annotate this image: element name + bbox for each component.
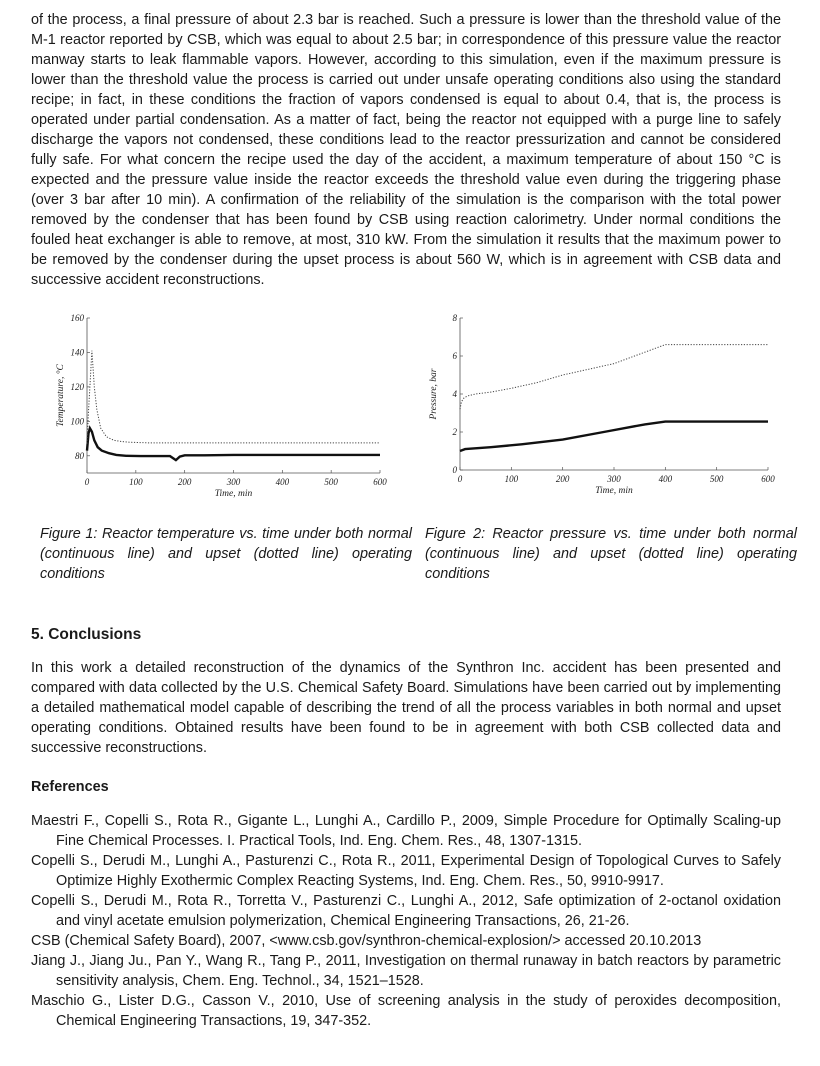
x-tick-label: 600 [761,474,775,484]
reference-item: Jiang J., Jiang Ju., Pan Y., Wang R., Tang P., 2011, Investigation on thermal runaway in batch reactors by parametric sensitivity analysis, Chem. Eng. Technol., 34, 1521–1528. [31,953,781,989]
temperature-chart [30,310,390,510]
references-list [31,811,781,1031]
body-paragraph: of the process, a final pressure of about 2.3 bar is reached. Such a pressure is lower than the threshold value of the M-1 reactor reported by CSB, which was equal to about 2.5 bar; in correspondence of this pressure value the reactor manway starts to leak flammable vapors. However, according to this simulation, even if the maximum pressure is lower than the threshold value the process is carried out under unsafe operating conditions also using the standard recipe; in fact, in these conditions the fraction of vapors condensed is equal to about 0.4, that is, the process is operated under partial condensation. As a matter of fact, being the reactor not equipped with a purge line to safely discharge the vapors not condensed, these conditions lead to the reactor pressurization and cannot be considered fully safe. For what concern the recipe used the day of the accident, a maximum temperature of about 150 °C is expected and the pressure value inside the reactor exceeds the threshold value even during the triggering phase (over 3 bar after 10 min). A confirmation of the reliability of the simulation is the comparison with the total power removed by the condenser that has been found by CSB using reaction calorimetry. Under normal conditions the fouled heat exchanger is able to remove, at most, 310 kW. From the simulation it results that the maximum power to be removed by the condenser during the upset process is about 560 W, which is in agreement with CSB data and successive accident reconstructions. [31,12,781,288]
x-tick-label: 500 [709,474,724,484]
y-tick-label: 2 [452,427,457,437]
reference-item: Maestri F., Copelli S., Rota R., Gigante L., Lunghi A., Cardillo P., 2009, Simple Procedure for Optimally Scaling-up Fine Chemical Processes. I. Practical Tools, Ind. Eng. Chem. Res., 48, 1307-1315. [31,813,781,849]
x-tick-label: 300 [226,477,241,487]
figure2-caption: Figure 2: Reactor pressure vs. time under both normal (continuous line) and upset (dotted line) operating conditions [425,526,797,582]
x-tick-label: 100 [504,474,519,484]
x-axis-label: Time, min [595,486,633,496]
y-tick-label: 160 [70,313,84,323]
y-axis-label: Temperature, °C [56,364,66,427]
x-tick-label: 0 [457,474,463,484]
x-tick-label: 300 [607,474,621,484]
y-tick-label: 4 [452,389,457,399]
y-tick-label: 6 [452,351,457,361]
x-tick-label: 600 [373,477,387,487]
conclusions-heading: 5. Conclusions [31,626,142,643]
y-tick-label: 120 [70,381,84,392]
reference-item: Maschio G., Lister D.G., Casson V., 2010, Use of screening analysis in the study of peroxides decomposition, Chemical Engineering Transactions, 19, 347-352. [31,993,781,1029]
x-tick-label: 200 [177,477,192,487]
reference-item: Copelli S., Derudi M., Lunghi A., Pasturenzi C., Rota R., 2011, Experimental Design of Topological Curves to Safely Optimize Highly Exothermic Complex Reacting Systems, Ind. Eng. Chem. Res., 50, 9910-9917. [31,853,781,889]
y-tick-label: 100 [70,416,84,427]
y-tick-label: 140 [70,347,84,358]
y-tick-label: 0 [452,465,457,475]
x-tick-label: 200 [555,474,570,484]
reference-item: CSB (Chemical Safety Board), 2007, <www.csb.gov/synthron-chemical-explosion/> accessed 20.10.2013 [31,933,702,949]
x-tick-label: 0 [84,477,90,487]
upset-series-line [87,351,380,444]
normal-series-line [87,428,380,460]
x-tick-label: 400 [275,477,290,487]
x-tick-label: 500 [324,477,338,487]
references-heading: References [31,779,109,795]
normal-series-line [460,422,768,451]
pressure-chart [420,310,780,510]
figure1-caption: Figure 1: Reactor temperature vs. time under both normal (continuous line) and upset (dotted line) operating conditions [40,526,412,582]
conclusions-paragraph: In this work a detailed reconstruction of the dynamics of the Synthron Inc. accident has been presented and compared with data collected by the U.S. Chemical Safety Board. Simulations have been carried out by implementing a detailed mathematical model capable of describing the trend of all the process variables in both normal and upset operating conditions. Obtained results have been found to be in agreement with both CSB collected data and successive reconstructions. [31,660,781,756]
y-axis-label: Pressure, bar [429,368,439,420]
y-tick-label: 8 [452,313,457,323]
reference-item: Copelli S., Derudi M., Rota R., Torretta V., Pasturenzi C., Lunghi A., 2012, Safe optimization of 2-octanol oxidation and vinyl acetate emulsion polymerization, Chemical Engineering Transactions, 26, 21-26. [31,893,781,929]
y-tick-label: 80 [75,450,84,461]
upset-series-line [460,345,768,410]
x-axis-label: Time, min [214,489,253,499]
x-tick-label: 400 [658,474,673,484]
x-tick-label: 100 [129,477,143,487]
